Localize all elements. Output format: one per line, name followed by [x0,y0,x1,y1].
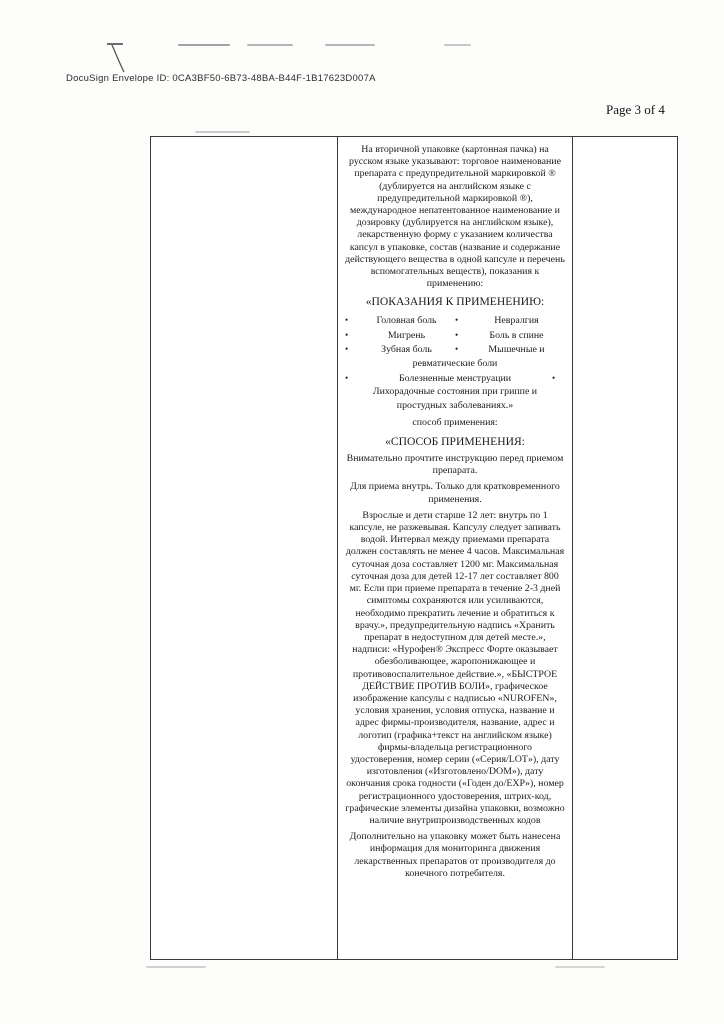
paragraph-monitoring-info: Дополнительно на упаковку может быть нанесена информация для мониторинга движения лекарственных препаратов от производителя до конечного потребителя. [349,831,561,879]
scan-dash [555,966,605,968]
paragraph-oral-use: Для приема внутрь. Только для кратковременного применения. [350,481,560,505]
scan-dash [178,44,230,46]
document-table [150,136,678,960]
paragraph-secondary-packaging: На вторичной упаковке (картонная пачка) на русском языке указывают: торговое наименование препарата с предупредительной маркировкой ® (дублируется на английском языке с предупредительной маркировкой ®), международное непатентованное наименование и дозировку (дублируется на английском языке), лекарственную форму с указанием количества капсул в упаковке, состав (название и содержание действующего вещества в одной капсуле и перечень вспомогательных веществ), показания к применению: [345,144,565,290]
indication-item-continuation: Лихорадочные состояния при гриппе и [372,386,538,398]
indication-item: Болезненные менструации [398,372,512,384]
indication-item-continuation: ревматические боли [412,358,498,370]
bullet-icon: • [345,329,349,340]
heading-administration: «СПОСОБ ПРИМЕНЕНИЯ: [385,434,525,448]
bullet-icon: • [455,329,459,340]
indication-item-continuation: простудных заболеваниях.» [396,400,514,412]
table-cell-left-empty [151,137,338,959]
scan-dash [444,44,471,46]
indication-item: Невралгия [494,314,539,326]
page-number-label: Page 3 of 4 [606,102,665,117]
line-sposob-intro: способ применения: [412,417,498,429]
docusign-envelope-id: DocuSign Envelope ID: 0CA3BF50-6B73-48BA-B44F-1B17623D007A [66,73,376,84]
scan-dash [325,44,375,46]
indication-row [345,329,565,342]
bullet-icon: • [345,314,349,325]
indication-row [345,343,565,356]
table-cell-packaging-text [338,137,573,959]
bullet-icon: • [345,372,349,383]
indication-item: Мигрень [387,329,426,341]
table-cell-right-empty [573,137,677,959]
bullet-icon: • [455,314,459,325]
paragraph-dosage-and-labeling: Взрослые и дети старше 12 лет: внутрь по 1 капсуле, не разжевывая. Капсулу следует запивать водой. Интервал между приемами препарата должен составлять не менее 4 часов. Максимальная суточная доза составляет 1200 мг. Максимальная суточная доза для детей 12-17 лет составляет 800 мг. Если при приеме препарата в течение 2-3 дней симптомы сохраняются или усиливаются, необходимо прекратить лечение и обратиться к врачу.», предупредительную надпись «Хранить препарат в недоступном для детей месте.», надписи: «Нурофен® Экспресс Форте оказывает обезболивающее, жаропонижающее и противовоспалительное действие.», «БЫСТРОЕ ДЕЙСТВИЕ ПРОТИВ БОЛИ», графическое изображение капсулы с надписью «NUROFEN», условия хранения, условия отпуска, название и адрес фирмы-производителя, название, адрес и логотип (графика+текст на английском языке) фирмы-владельца регистрационного удостоверения, номер серии («Серия/LOT»), дату изготовления («Изготовлено/DOM»), дату окончания срока годности («Годен до/EXP»), номер регистрационного удостоверения, штрих-код, графические элементы дизайна упаковки, возможно наличие внутрипроизводственных кодов [345,509,565,826]
paragraph-read-instructions: Внимательно прочтите инструкцию перед приемом препарата. [346,453,564,477]
scan-dash [146,966,206,968]
bullet-icon: • [345,344,349,355]
indication-row [345,314,565,327]
indication-item: Зубная боль [381,344,432,356]
heading-indications: «ПОКАЗАНИЯ К ПРИМЕНЕНИЮ: [365,295,545,309]
indication-item: Мышечные и [488,344,545,356]
scan-dash [195,131,250,133]
indication-item: Головная боль [376,314,437,326]
scan-dash [247,44,293,46]
bullet-icon: • [552,372,556,383]
indication-row [345,372,565,385]
indication-item: Боль в спине [489,329,544,341]
bullet-icon: • [455,344,459,355]
